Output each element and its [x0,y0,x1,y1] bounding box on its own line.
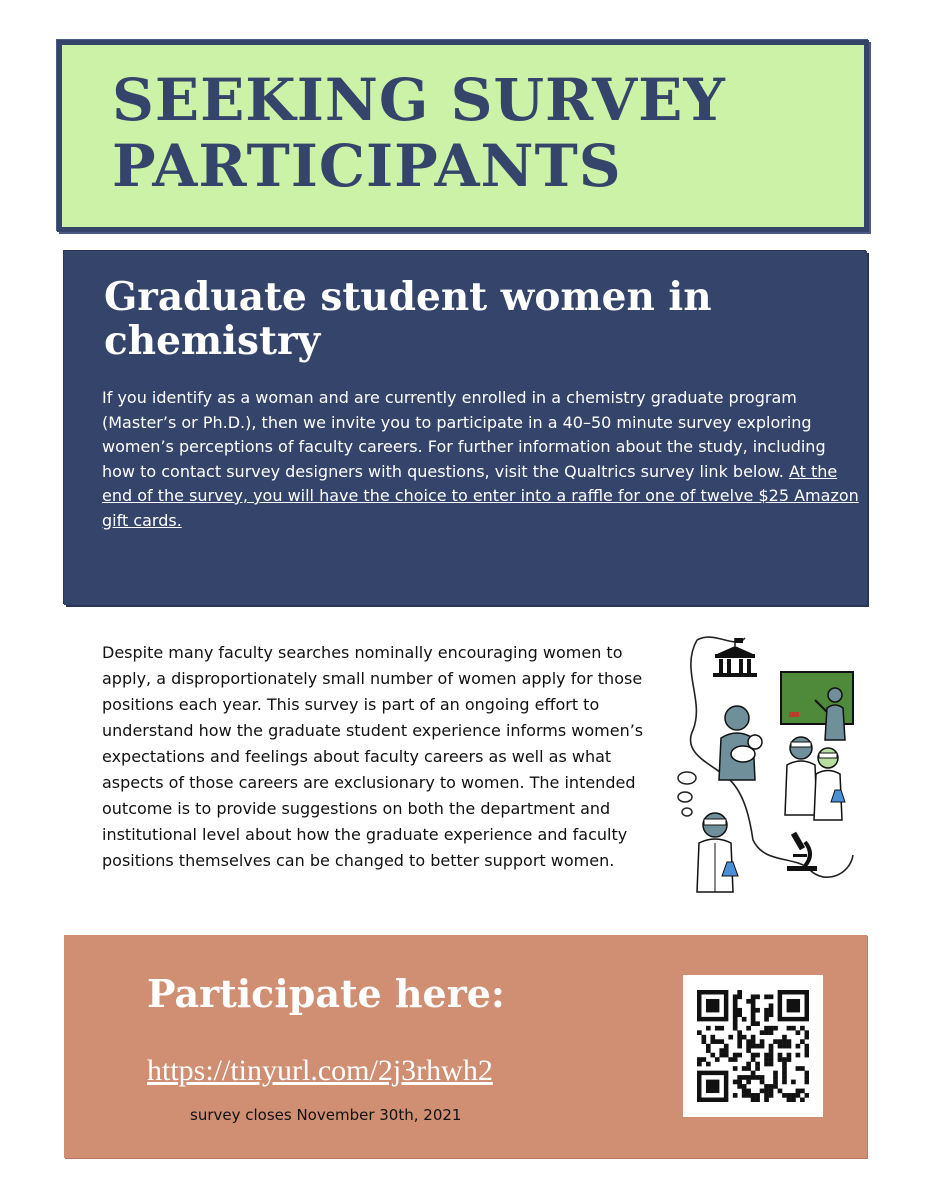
intro-panel [64,251,867,605]
intro-body-text: If you identify as a woman and are currently enrolled in a chemistry graduate program (Master’s or Ph.D.), then we invite you to participate in a 40–50 minute survey exploring women’s perceptions of faculty careers. For further information about the study, including how to contact survey designers with questions, visit the Qualtrics survey link below. [102,388,826,481]
survey-link[interactable]: https://tinyurl.com/2j3rhwh2 [147,1054,493,1087]
survey-deadline: survey closes November 30th, 2021 [190,1106,462,1124]
study-description: Despite many faculty searches nominally encouraging women to apply, a disproportionately small number of women apply for those positions each year. This survey is part of an ongoing effort to understand how the graduate student experience informs women’s expectations and feelings about faculty careers as well as what aspects of those careers are exclusionary to women. The intended outcome is to provide suggestions on both the department and institutional level about how the graduate experience and faculty positions themselves can be changed to better support women. [102,643,644,870]
qr-code [683,975,823,1117]
participate-heading: Participate here: [147,971,505,1016]
page-title: SEEKING SURVEY PARTICIPANTS [112,66,726,200]
header-banner [57,40,869,232]
participate-panel [64,935,867,1158]
thought-bubble-career-illustration-icon [675,630,875,900]
intro-body [102,386,862,533]
raffle-note: At the end of the survey, you will have the choice to enter into a raffle for one of twelve $25 Amazon gift cards. [102,461,859,530]
qr-code-icon [697,990,809,1102]
intro-heading: Graduate student women in chemistry [104,274,712,364]
